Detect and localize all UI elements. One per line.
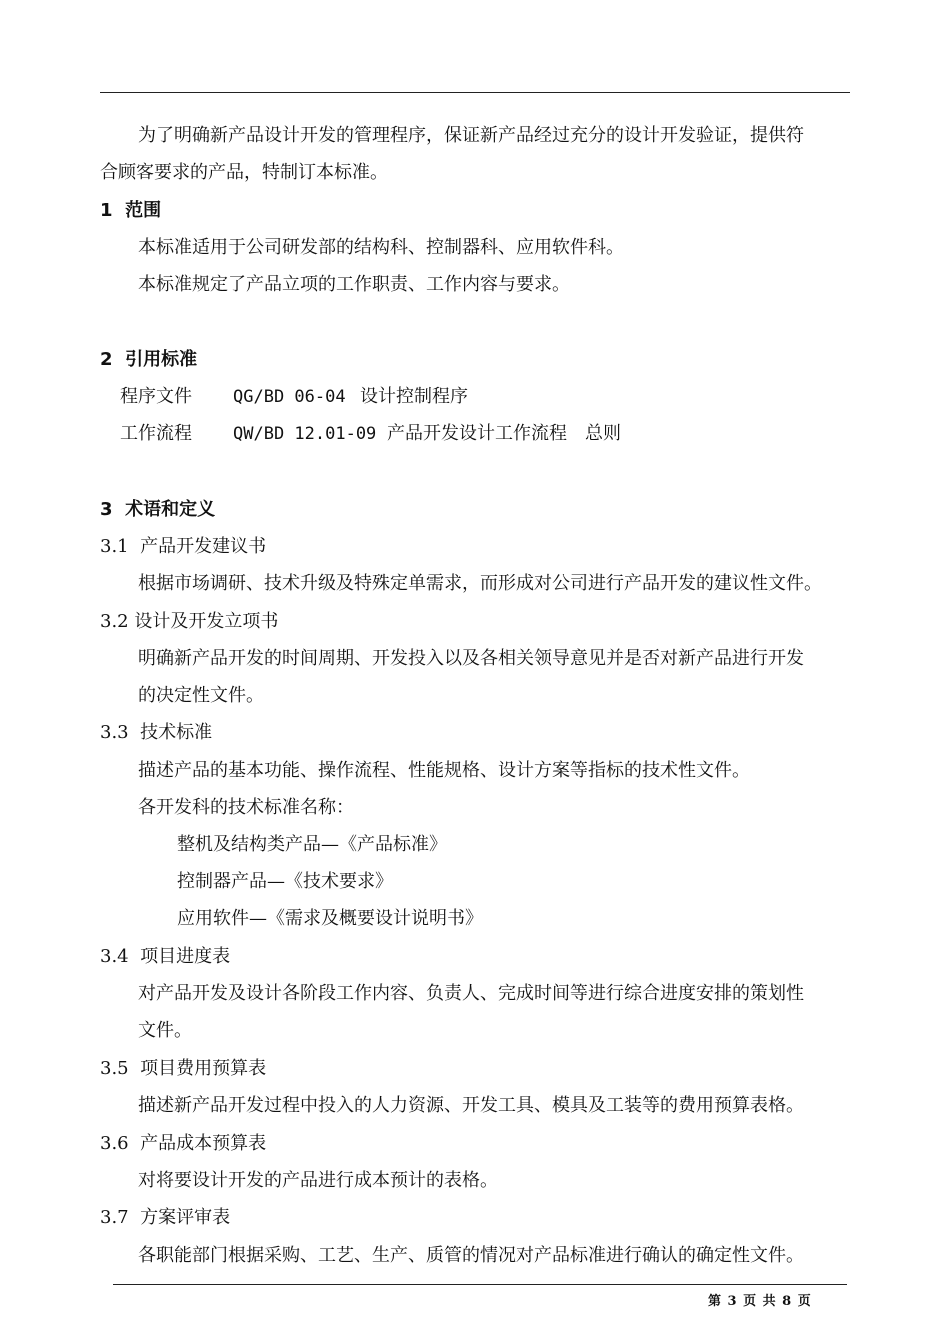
term-number: 3.2 <box>100 611 129 632</box>
term-heading <box>100 1057 266 1081</box>
term-definition: 各职能部门根据采购、工艺、生产、质管的情况对产品标准进行确认的确定性文件。 <box>138 1245 804 1266</box>
term-number: 3.7 <box>100 1207 129 1228</box>
header-rule <box>100 92 850 93</box>
term-number: 3.5 <box>100 1058 129 1079</box>
footer-rule <box>113 1284 847 1285</box>
intro-line-1: 为了明确新产品设计开发的管理程序，保证新产品经过充分的设计开发验证，提供符 <box>138 125 804 146</box>
term-heading <box>100 1132 266 1156</box>
section-1-paragraph: 本标准规定了产品立项的工作职责、工作内容与要求。 <box>138 274 570 295</box>
section-3-title: 术语和定义 <box>125 499 216 520</box>
standard-name-item: 控制器产品—《技术要求》 <box>177 871 393 892</box>
intro-line-2: 合顾客要求的产品，特制订本标准。 <box>100 162 388 183</box>
reference-name: 产品开发设计工作流程 总则 <box>387 423 621 444</box>
term-definition: 明确新产品开发的时间周期、开发投入以及各相关领导意见并是否对新产品进行开发 <box>138 648 804 669</box>
term-title: 方案评审表 <box>140 1207 231 1228</box>
section-1-heading <box>100 199 161 223</box>
term-number: 3.4 <box>100 946 129 967</box>
reference-code: QG/BD 06-04 <box>233 387 346 407</box>
term-number: 3.6 <box>100 1133 129 1154</box>
term-definition: 对产品开发及设计各阶段工作内容、负责人、完成时间等进行综合进度安排的策划性 <box>138 983 804 1004</box>
standard-name-item: 应用软件—《需求及概要设计说明书》 <box>177 908 483 929</box>
section-3-number: 3 <box>100 499 113 520</box>
term-heading <box>100 721 212 745</box>
term-definition: 对将要设计开发的产品进行成本预计的表格。 <box>138 1170 498 1191</box>
term-definition: 描述产品的基本功能、操作流程、性能规格、设计方案等指标的技术性文件。 <box>138 760 750 781</box>
term-title: 项目费用预算表 <box>140 1058 267 1079</box>
term-definition: 的决定性文件。 <box>138 685 264 706</box>
reference-type: 工作流程 <box>120 423 192 444</box>
term-heading <box>100 945 230 969</box>
reference-type: 程序文件 <box>120 386 192 407</box>
term-number: 3.1 <box>100 536 129 557</box>
reference-row <box>120 422 192 446</box>
term-definition: 各开发科的技术标准名称： <box>138 797 354 818</box>
term-title: 项目进度表 <box>140 946 231 967</box>
term-definition: 根据市场调研、技术升级及特殊定单需求，而形成对公司进行产品开发的建议性文件。 <box>138 573 822 594</box>
reference-row <box>120 385 192 409</box>
section-1-title: 范围 <box>125 200 162 221</box>
term-title: 产品成本预算表 <box>140 1133 267 1154</box>
reference-code: QW/BD 12.01-09 <box>233 424 377 444</box>
term-title: 设计及开发立项书 <box>134 611 279 632</box>
section-1-number: 1 <box>100 200 113 221</box>
term-definition: 文件。 <box>138 1020 192 1041</box>
section-1-paragraph: 本标准适用于公司研发部的结构科、控制器科、应用软件科。 <box>138 237 624 258</box>
term-title: 技术标准 <box>140 722 213 743</box>
reference-name: 设计控制程序 <box>360 386 468 407</box>
section-3-heading <box>100 498 215 522</box>
page-number: 第 3 页 共 8 页 <box>708 1294 812 1309</box>
section-2-heading <box>100 348 197 372</box>
term-heading <box>100 535 266 559</box>
term-definition: 描述新产品开发过程中投入的人力资源、开发工具、模具及工装等的费用预算表格。 <box>138 1095 804 1116</box>
section-2-number: 2 <box>100 349 113 370</box>
term-heading <box>100 1206 230 1230</box>
standard-name-item: 整机及结构类产品—《产品标准》 <box>177 834 447 855</box>
section-2-title: 引用标准 <box>125 349 198 370</box>
term-title: 产品开发建议书 <box>140 536 267 557</box>
term-heading <box>100 610 278 634</box>
term-number: 3.3 <box>100 722 129 743</box>
